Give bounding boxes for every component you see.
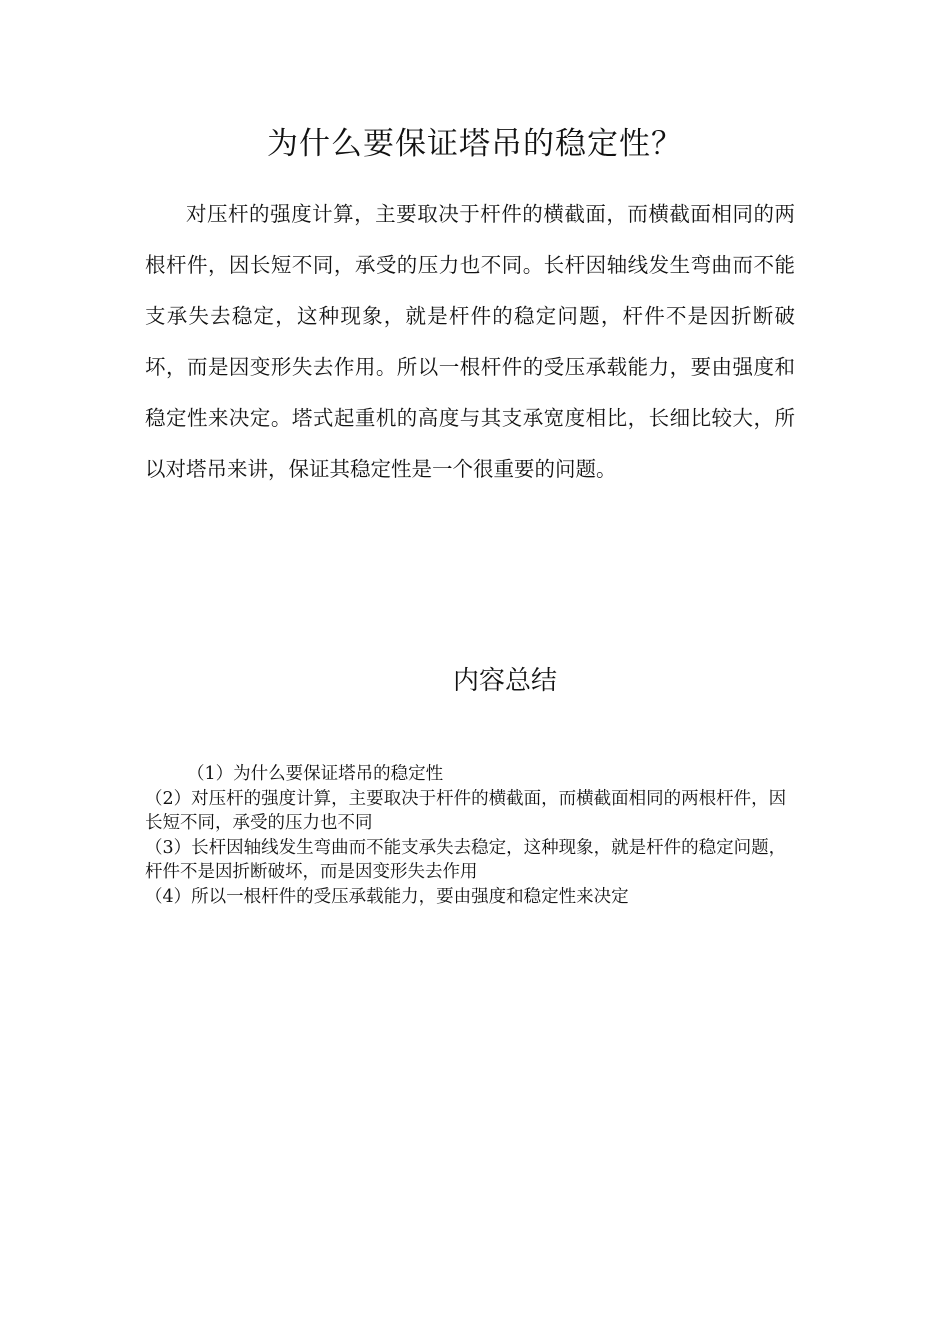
summary-item: （3）长杆因轴线发生弯曲而不能支承失去稳定，这种现象，就是杆件的稳定问题，杆件不是因折断破坏，而是因变形失去作用 (145, 837, 787, 882)
summary-item: （1）为什么要保证塔吊的稳定性 (187, 764, 444, 784)
page-title: 为什么要保证塔吊的稳定性？ (267, 126, 683, 162)
summary-heading: 内容总结 (452, 666, 557, 696)
summary-item: （2）对压杆的强度计算，主要取决于杆件的横截面，而横截面相同的两根杆件，因长短不同，承受的压力也不同 (145, 788, 787, 833)
summary-item: （4）所以一根杆件的受压承载能力，要由强度和稳定性来决定 (145, 886, 629, 907)
body-paragraph: 对压杆的强度计算，主要取决于杆件的横截面，而横截面相同的两根杆件，因长短不同，承受的压力也不同。长杆因轴线发生弯曲而不能支承失去稳定，这种现象，就是杆件的稳定问题，杆件不是因折断破坏，而是因变形失去作用。所以一根杆件的受压承载能力，要由强度和稳定性来决定。塔式起重机的高度与其支承宽度相比，长细比较大，所以对塔吊来讲，保证其稳定性是一个很重要的问题。 (145, 202, 795, 481)
summary-list (145, 762, 801, 909)
